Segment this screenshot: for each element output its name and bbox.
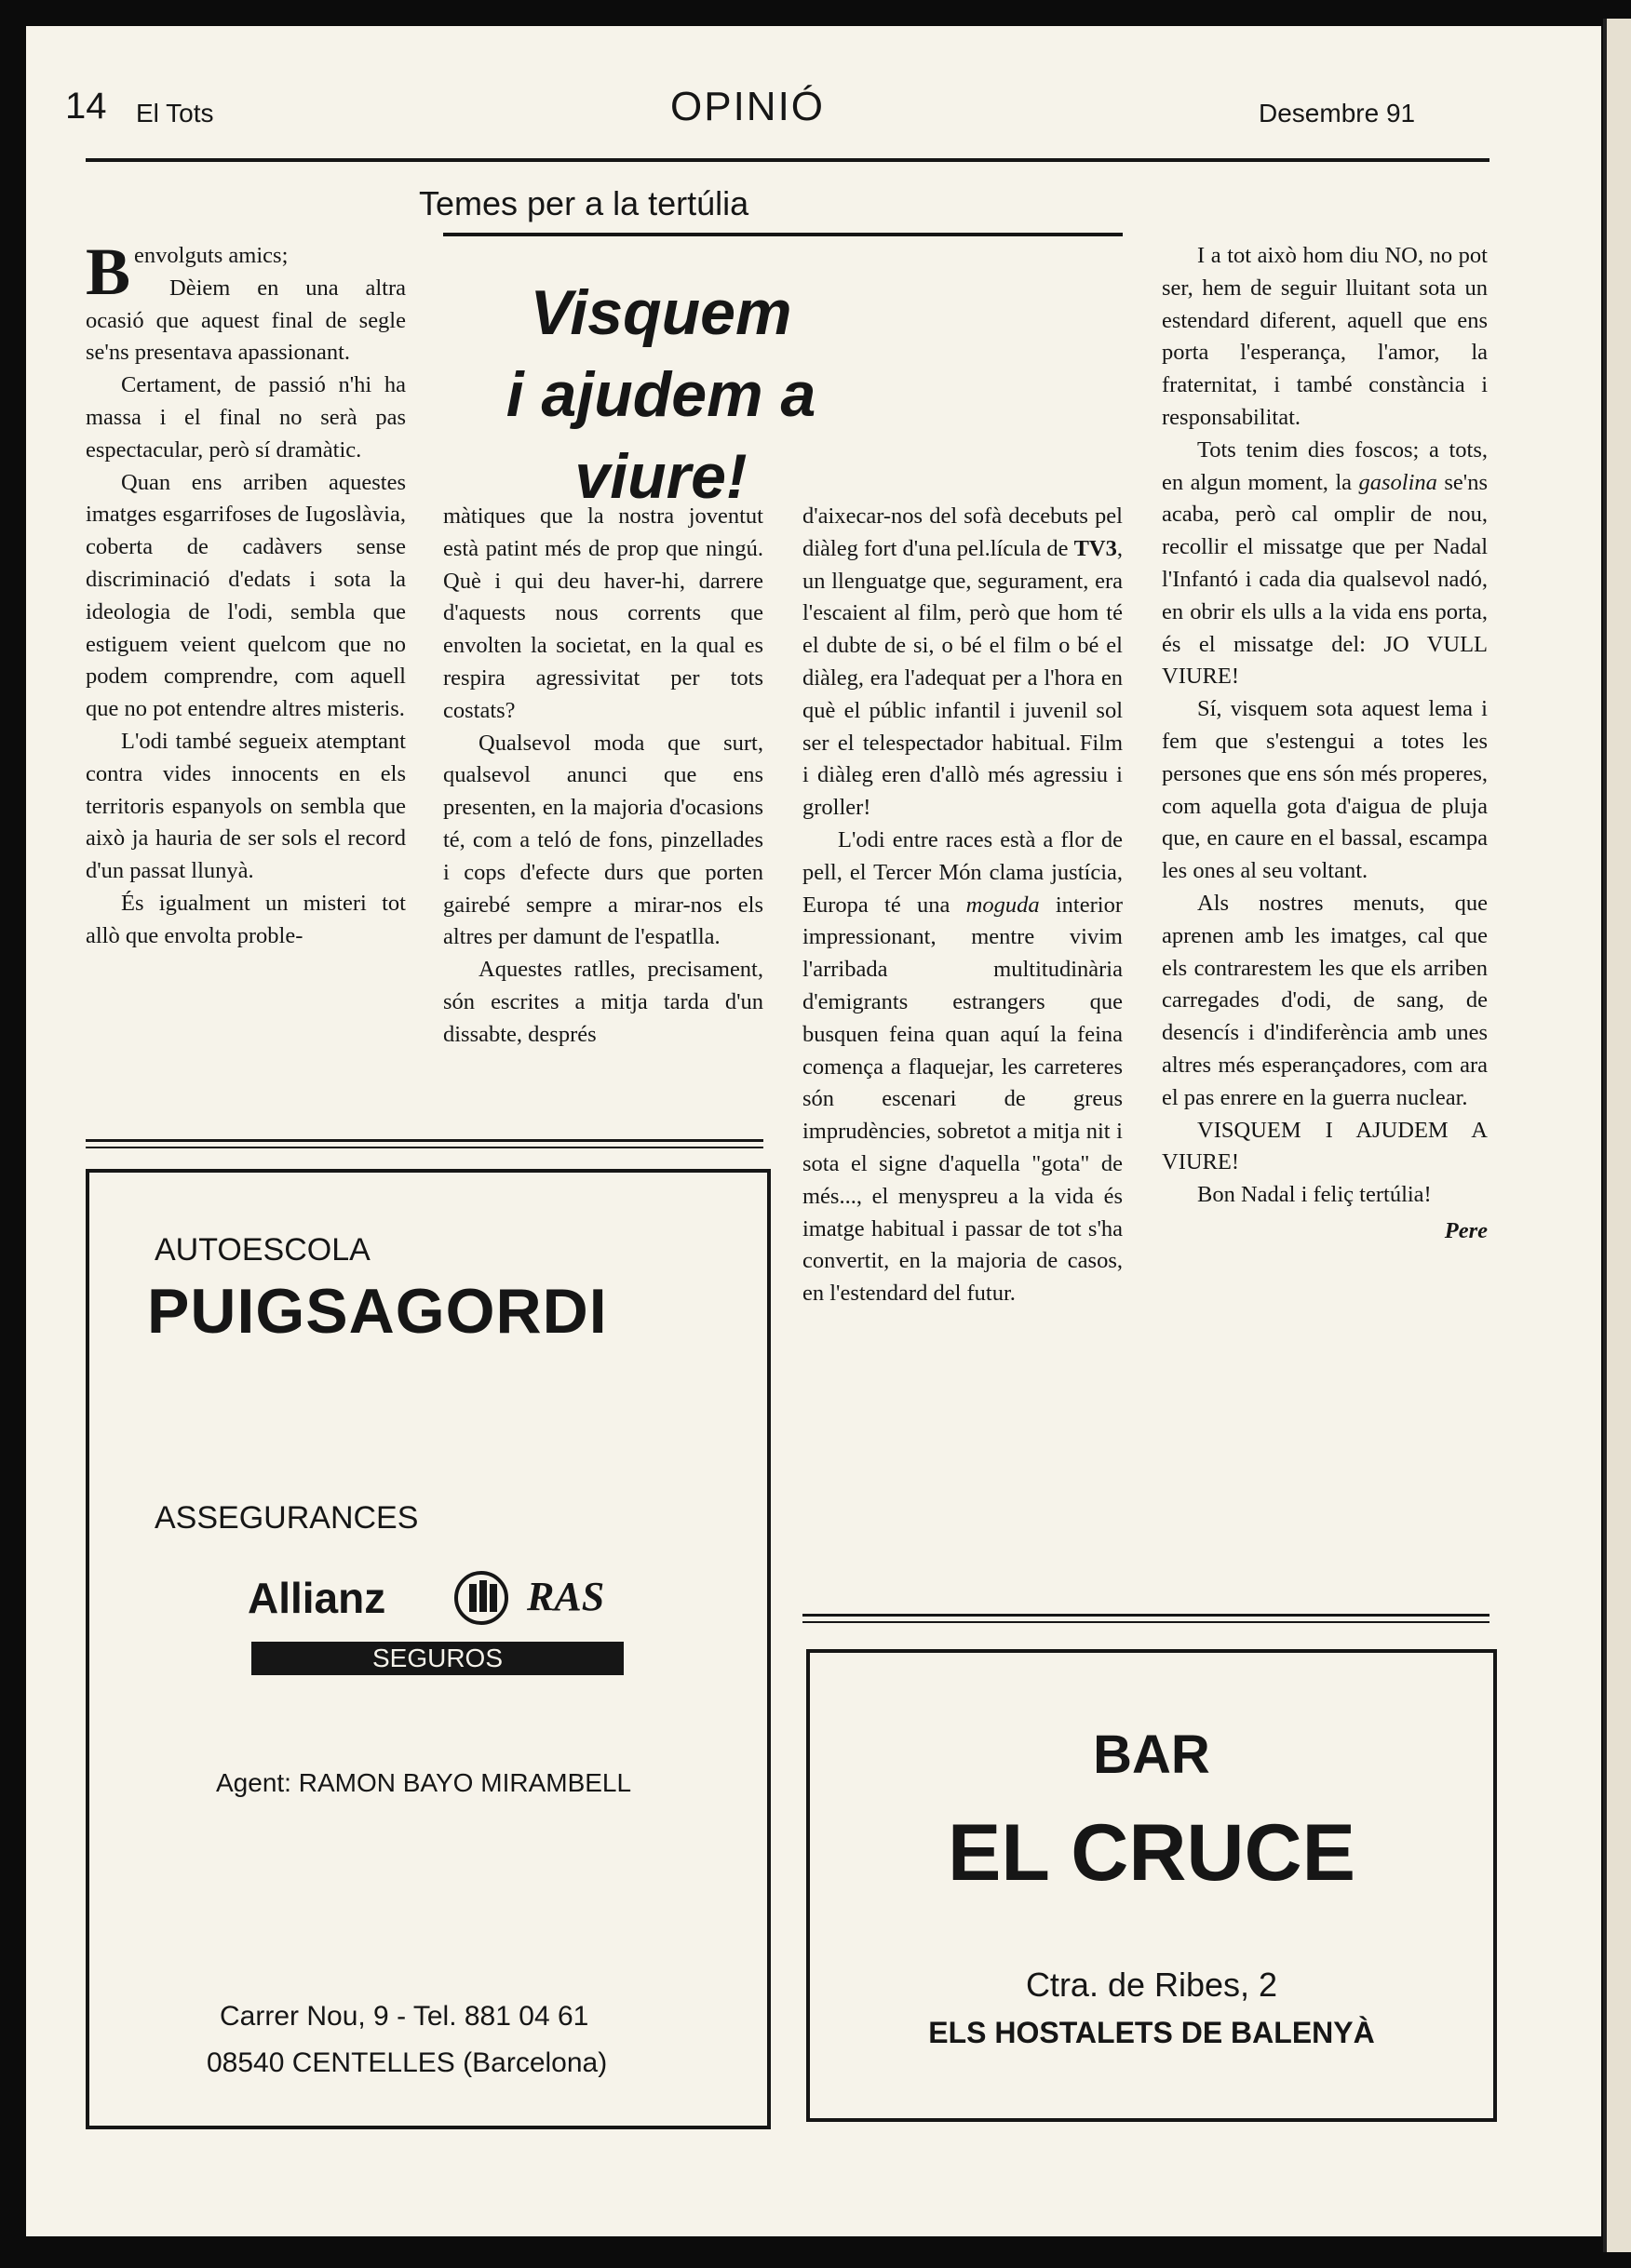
header-rule [86, 158, 1489, 162]
paragraph: d'aixecar-nos del sofà decebuts pel diàleg fort d'una pel.lícula de TV3, un llenguatge que, segurament, era l'escaient al film, però que hom té el dubte de si, o bé el film o bé el diàleg, era l'adequat per a l'hora en què el públic infantil i juvenil sol ser el telespectador habitual. Film i diàleg eren d'allò més agressiu i groller! [802, 503, 1123, 821]
paragraph: Aquestes ratlles, precisament, són escrites a mitja tarda d'un dissabte, després [443, 957, 763, 1047]
paragraph: Benvolguts amics; [86, 235, 289, 309]
paragraph: És igualment un misteri tot allò que envolta proble- [86, 890, 406, 948]
article-column-2 [443, 501, 763, 1052]
paragraph: Certament, de passió n'hi ha massa i el final no serà pas espectacular, però sí dramàtic. [86, 372, 406, 463]
ad-insurance-label: ASSEGURANCES [155, 1500, 419, 1536]
paragraph: Tots tenim dies foscos; a tots, en algun moment, la gasolina se'ns acaba, però cal omplir de nou, recollir el missatge que per Nadal l'Infantó i cada dia qualsevol nadó, en obrir els ulls a la vida ens porta, és el missatge del: JO VULL VIURE! [1162, 436, 1488, 690]
page-number: 14 [65, 86, 107, 127]
ad-agent: Agent: RAMON BAYO MIRAMBELL [216, 1768, 632, 1797]
publication-name: El Tots [136, 99, 214, 127]
paragraph: I a tot això hom diu NO, no pot ser, hem de seguir lluitant sota un estendard diferent, aquell que ens porta l'esperança, l'amor, la fraternitat, i també constància i responsabilitat. [1162, 243, 1488, 430]
ad-top-rule [802, 1614, 1489, 1617]
paragraph: màtiques que la nostra joventut està patint més de prop que ningú. Què i qui deu haver-hi, darrere d'aquests nous corrents que envolten la societat, en la qual es respira agressivitat per tots costats? [443, 503, 763, 723]
paragraph: Qualsevol moda que surt, qualsevol anunci que ens presenten, en la majoria d'ocasions té, com a teló de fons, pinzellades i cops d'efecte durs que porten gairebé sempre a mirar-nos els altres per damunt de l'espatlla. [443, 730, 763, 950]
allianz-eagle-icon [454, 1571, 508, 1625]
article-column-4 [1162, 240, 1488, 1248]
paragraph: L'odi també segueix atemptant contra vides innocents en els territoris espanyols on sembla que això ja hauria de ser sols el record d'un passat llunyà. [86, 728, 406, 884]
ras-logo: RAS [527, 1574, 605, 1619]
paragraph: VISQUEM I AJUDEM A VIURE! [1162, 1117, 1488, 1175]
article-kicker: Temes per a la tertúlia [419, 184, 749, 222]
ad-top-rule [802, 1621, 1489, 1623]
ad-business-name: EL CRUCE [947, 1808, 1356, 1898]
seguros-band: SEGUROS [251, 1642, 624, 1675]
ad-city: ELS HOSTALETS DE BALENYÀ [928, 2016, 1375, 2049]
paragraph: Bon Nadal i feliç tertúlia! [1197, 1182, 1432, 1208]
author-signature: Pere [1444, 1217, 1488, 1243]
autoescola-ad [86, 1169, 771, 2129]
tv3-bold: TV3 [1073, 535, 1117, 561]
article-headline [438, 272, 884, 517]
paragraph: Als nostres menuts, que aprenen amb les imatges, cal que els contrarestem les que els arriben carregades d'odi, de sang, de desencís i d'indiferència amb unes altres més esperançadores, com ara el pas enrere en la guerra nuclear. [1162, 890, 1488, 1110]
ad-business-name: PUIGSAGORDI [147, 1276, 608, 1347]
ad-top-rule [86, 1139, 763, 1142]
article-column-1 [86, 235, 406, 953]
allianz-logo: Allianz [248, 1574, 386, 1622]
ad-top-rule [86, 1147, 763, 1148]
ad-autoescola-label: AUTOESCOLA [155, 1232, 371, 1268]
paragraph: Dèiem en una altra ocasió que aquest final de segle se'ns presentava apassionant. [86, 275, 406, 366]
ad-address: Ctra. de Ribes, 2 [1025, 1966, 1278, 2004]
ad-bar-label: BAR [1093, 1724, 1210, 1785]
drop-cap: B [86, 235, 131, 309]
paragraph: Sí, visquem sota aquest lema i fem que s'estengui a totes les persones que ens són més properes, com aquella gota d'aigua de pluja que, en caure en el bassal, escampa les ones al seu voltant. [1162, 696, 1488, 884]
headline-line-1: Visquem [530, 277, 792, 348]
ad-address: Carrer Nou, 9 - Tel. 881 04 61 [220, 2001, 589, 2032]
section-title: OPINIÓ [670, 84, 826, 129]
issue-date: Desembre 91 [1259, 99, 1416, 127]
paragraph: Quan ens arriben aquestes imatges esgarrifoses de Iugoslàvia, coberta de cadàvers sense discriminació d'edats i sota la ideologia de l'odi, sembla que estiguem veient quelcom que no podem comprendre, com aquell que no pot entendre altres misteris. [86, 469, 406, 722]
headline-line-2: i ajudem a viure! [505, 359, 816, 512]
kicker-rule [443, 233, 1123, 236]
article-column-3 [802, 501, 1123, 1310]
next-page-edge [1603, 19, 1631, 2252]
bar-el-cruce-ad [806, 1649, 1497, 2122]
ad-city: 08540 CENTELLES (Barcelona) [207, 2047, 608, 2078]
paragraph: L'odi entre races està a flor de pell, el Tercer Món clama justícia, Europa té una moguda interior impressionant, mentre vivim l'arribada multitudinària d'emigrants estrangers que busquen feina quan aquí la feina comença a flaquejar, les carreteres són escenari de greus imprudències, sobretot a mitja nit i sota el signe d'aquella "gota" de més..., el menyspreu a la vida és imatge habitual i passar de tot s'ha convertit, en la majoria de casos, en l'estendard del futur. [802, 826, 1123, 1307]
